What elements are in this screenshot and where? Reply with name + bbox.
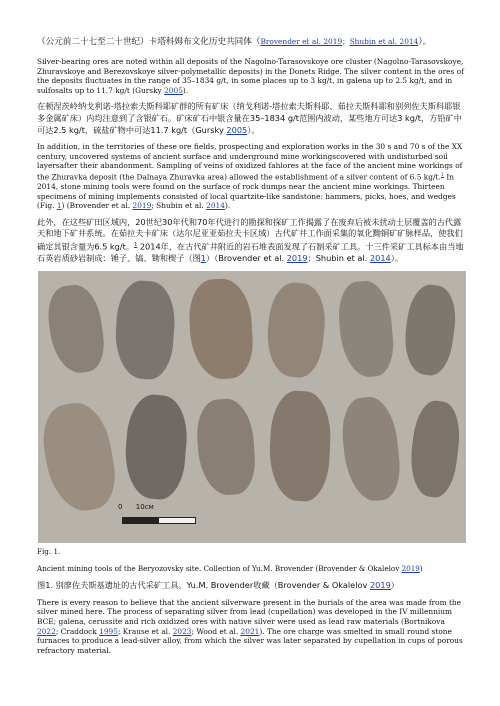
stone-tool [336, 279, 396, 379]
paragraph-tail: ). [224, 201, 231, 211]
paragraph-tail: ). [182, 85, 189, 95]
heading-text: （公元前二十七至二十世纪）卡塔科姆布文化历史共同体 [37, 37, 252, 47]
ref-link[interactable]: 1995 [99, 626, 118, 636]
stone-tool [400, 282, 460, 378]
ref-link[interactable]: 2019 [286, 253, 308, 264]
ref-link[interactable]: 2005 [164, 85, 183, 95]
stone-tool [195, 397, 258, 497]
stone-tool [113, 279, 178, 381]
paragraph-text: ) (Brovender et al. [61, 201, 133, 211]
figure-caption-en [37, 564, 467, 573]
paragraph-text: ; Krause et al. [117, 626, 173, 636]
heading-sep: ； [342, 37, 350, 46]
stone-tool [38, 398, 121, 516]
paragraph-text: ；Shubin et al. [307, 253, 370, 264]
ref-link[interactable]: 2019 [132, 201, 152, 211]
figure-link[interactable]: 1 [56, 201, 62, 211]
ref-link[interactable]: Brovender et al. 2019 [260, 37, 343, 46]
paragraph-text: Silver-bearing ores are noted within all deposits of the Nagolno-Tarasovskoye ore cluster (Nagolno-Tarasovskoye, Zhuravskoye and Berezovskoye silver-polymetallic deposits) in the Donets Ridge. The silver content in the ores of the deposits fluctuates in the range of 35–1834 g/t, in some places up to 3 kg/t, in galena up to 2.5 kg/t, and in sulfosalts up to 11.7 kg/t (Gursky [37, 57, 464, 95]
stone-tool [339, 394, 404, 503]
footnote-link[interactable]: 1 [440, 171, 444, 178]
paragraph-zh [37, 101, 467, 136]
ref-link[interactable]: 2023 [172, 626, 192, 636]
paragraph-en [37, 598, 467, 656]
paragraph-text: In 2014, stone mining tools were found on the surface of rock dumps near the ancient mine workings. Thirteen specimens of mining implements consisted of local quartzite-like sandstone: hammers, picks, hoes, and wedges (Fig. [37, 172, 456, 211]
footnote-link[interactable]: 1 [134, 241, 138, 248]
paragraph-zh [37, 217, 467, 265]
paragraph-text: ）（Brovender et al. [205, 253, 287, 264]
paragraph-text: There is every reason to believe that the ancient silverware present in the burials of the area was made from the silver mined here. The process of separating silver from lead (cupellation) was developed in the IV millennium BCE; galena, cerussite and rich oxidized ores with native silver were used as lead raw materials (Bortnikova [37, 597, 462, 627]
ref-link[interactable]: 2021 [240, 626, 260, 636]
paragraph-text: 此外，在这些矿田区域内，20世纪30年代和70年代进行的勘探和探矿工作揭露了在废弃后被未扰动土层覆盖的古代露天和地下矿井系统。在茹拉夫卡矿床（达尔尼亚亚茹拉夫卡区域）古代矿井工作面采集的氧化黝铜矿矿脉样品，使我们确定其银含量为6.5 kg/t。 [37, 216, 463, 252]
stone-tool [122, 392, 191, 501]
section-heading [37, 36, 467, 48]
paragraph-en [37, 142, 467, 211]
paragraph-tail: ）。 [247, 124, 260, 135]
stone-tool [187, 277, 254, 380]
paragraph-tail: ）。 [390, 253, 404, 264]
heading-close: ）。 [418, 37, 432, 47]
caption-text: 图1. 别廖佐夫斯基遗址的古代采矿工具。Yu.M. Brovender收藏（Brovender & Okalelov [37, 579, 370, 590]
paragraph-text: ). The ore charge was smelted in small round stone furnaces to produce a lead-silver alloy, from which the silver was later separated by cupellation in cups of porous refractory material. [37, 626, 463, 655]
heading-open: （ [251, 37, 261, 47]
ref-link[interactable]: 2014 [206, 201, 225, 211]
ref-link[interactable]: 2005 [226, 124, 248, 135]
figure-link[interactable]: 1 [200, 253, 206, 264]
paragraph-text: ; Craddock [55, 626, 100, 636]
ref-link[interactable]: 2019 [369, 579, 391, 590]
stone-tool [44, 282, 108, 376]
paragraph-text: 在顿涅茨岭纳戈利诺-塔拉索夫斯科耶矿群的所有矿床（纳戈利诺-塔拉索夫斯科耶、茹拉夫斯科耶和别列佐夫斯科耶银多金属矿床）内均注意到了含银矿石。矿床矿石中银含量在35–1834 g/t范围内波动，某些地方可达3 kg/t，方铅矿中可达2.5 kg/t，硫盐矿物中可达11.7 kg/t（Gursky [37, 101, 462, 135]
scale-label: 0 10см [118, 502, 154, 511]
paragraph-text: ; Shubin et al. [151, 201, 207, 211]
ref-link[interactable]: 2019 [401, 563, 420, 573]
caption-tail: ） [390, 579, 399, 590]
stone-tool [267, 389, 333, 502]
paragraph-en [37, 57, 467, 95]
paragraph-text: ; Wood et al. [191, 626, 241, 636]
scale-bar [122, 517, 196, 524]
figure-label: Fig. 1. [37, 546, 61, 556]
ref-link[interactable]: 2022 [37, 626, 56, 636]
ref-link[interactable]: 2014 [369, 253, 391, 264]
figure-photo [38, 271, 466, 543]
stone-tool [263, 280, 329, 379]
stone-tool [406, 398, 463, 499]
ref-link[interactable]: Shubin et al. 2014 [349, 37, 419, 46]
paragraph-text: In addition, in the territories of these ore fields, prospecting and exploration works in the 30 s and 70 s of the XX century, uncovered systems of ancient surface and underground mine workingscovered with undisturbed soil layersafter their abandonment. Sampling of veins of oxidized fahlores at the face of the ancient mine workings of the Zhuravka deposit (the Dalnaya Zhuravka area) allowed the establishment of a silver content of 6.5 kg/t. [37, 142, 463, 182]
figure-caption-zh [37, 580, 467, 591]
caption-tail: ) [419, 563, 423, 573]
paragraph-text: 2014年，在古代矿井附近的岩石堆表面发现了石制采矿工具。十三件采矿工具标本由当地石英岩质砂岩制成：锤子、镐、锄和楔子（图 [37, 241, 464, 264]
document-page [37, 36, 467, 661]
caption-text: Ancient mining tools of the Beryozovsky site. Collection of Yu.M. Brovender (Brovender & Okalelov [37, 563, 402, 573]
